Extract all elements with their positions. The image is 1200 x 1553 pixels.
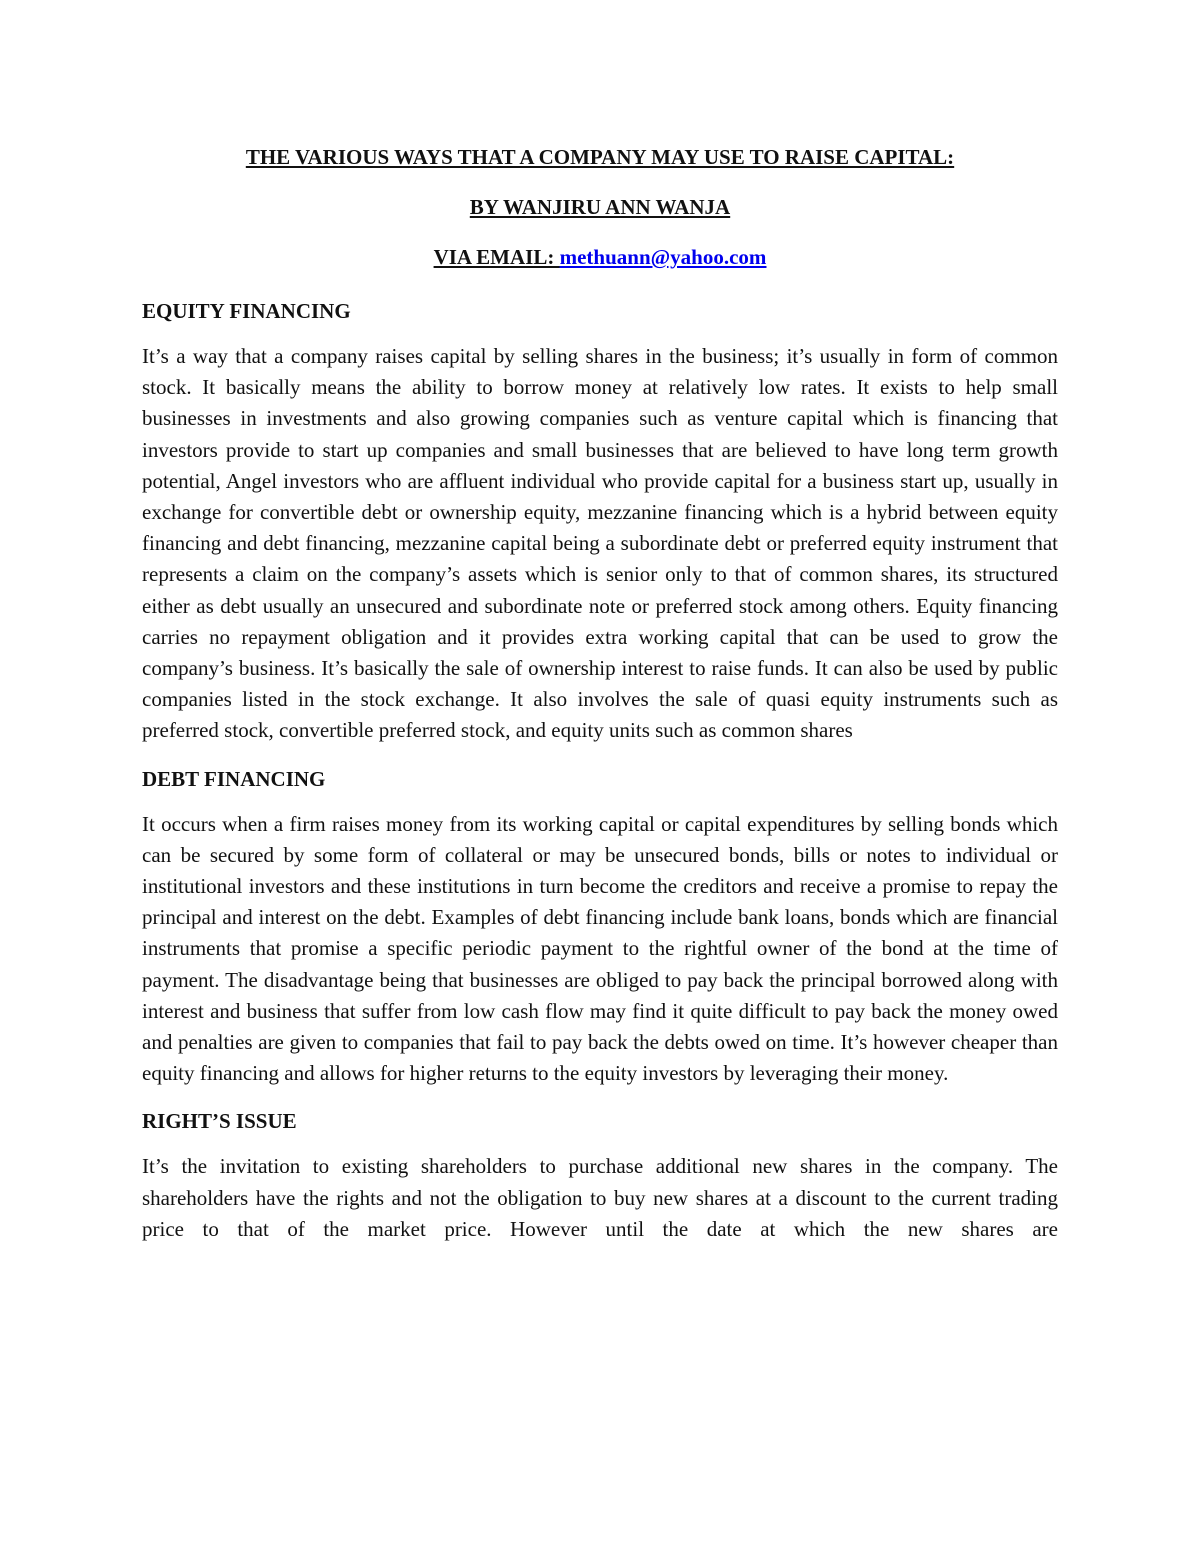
document-title: THE VARIOUS WAYS THAT A COMPANY MAY USE TO RAISE CAPITAL: — [245, 145, 955, 169]
email-line — [142, 243, 1058, 271]
section-heading-equity-financing: EQUITY FINANCING — [142, 299, 351, 323]
section-heading-rights-issue: RIGHT’S ISSUE — [142, 1109, 297, 1134]
document-content — [142, 143, 1058, 1263]
section-body-equity-financing: It’s a way that a company raises capital by selling shares in the business; it’s usually in form of common stock. It basically means the ability to borrow money at relatively low rates. It exists to help small businesses in investments and also growing companies such as venture capital which is financing that investors provide to start up companies and small businesses that are believed to have long term growth potential, Angel investors who are affluent individual who provide capital for a business start up, usually in exchange for convertible debt or ownership equity, mezzanine financing which is a hybrid between equity financing and debt financing, mezzanine capital being a subordinate debt or preferred equity instrument that represents a claim on the company’s assets which is senior only to that of common shares, its structured either as debt usually an unsecured and subordinate note or preferred stock among others. Equity financing carries no repayment obligation and it provides extra working capital that can be used to grow the company’s business. It’s basically the sale of ownership interest to raise funds. It can also be used by public companies listed in the stock exchange. It also involves the sale of quasi equity instruments such as preferred stock, convertible preferred stock, and equity units such as common shares — [142, 344, 1058, 743]
email-link[interactable]: methuann@yahoo.com — [559, 245, 767, 269]
document-author: BY WANJIRU ANN WANJA — [469, 195, 731, 219]
email-label: VIA EMAIL: — [433, 245, 560, 269]
section-body-rights-issue: It’s the invitation to existing shareholders to purchase additional new shares in the company. The shareholders have the rights and not the obligation to buy new shares at a discount to the current trading price to that of the market price. However until the date at which the new shares are — [142, 1154, 1058, 1241]
section-heading-debt-financing: DEBT FINANCING — [142, 766, 326, 791]
section-body-debt-financing: It occurs when a firm raises money from its working capital or capital expenditures by selling bonds which can be secured by some form of collateral or may be unsecured bonds, bills or notes to individual or institutional investors and these institutions in turn become the creditors and receive a promise to repay the principal and interest on the debt. Examples of debt financing include bank loans, bonds which are financial instruments that promise a specific periodic payment to the rightful owner of the bond at the time of payment. The disadvantage being that businesses are obliged to pay back the principal borrowed along with interest and business that suffer from low cash flow may find it quite difficult to pay back the money owed and penalties are given to companies that fail to pay back the debts owed on time. It’s however cheaper than equity financing and allows for higher returns to the equity investors by leveraging their money. — [142, 811, 1058, 1086]
